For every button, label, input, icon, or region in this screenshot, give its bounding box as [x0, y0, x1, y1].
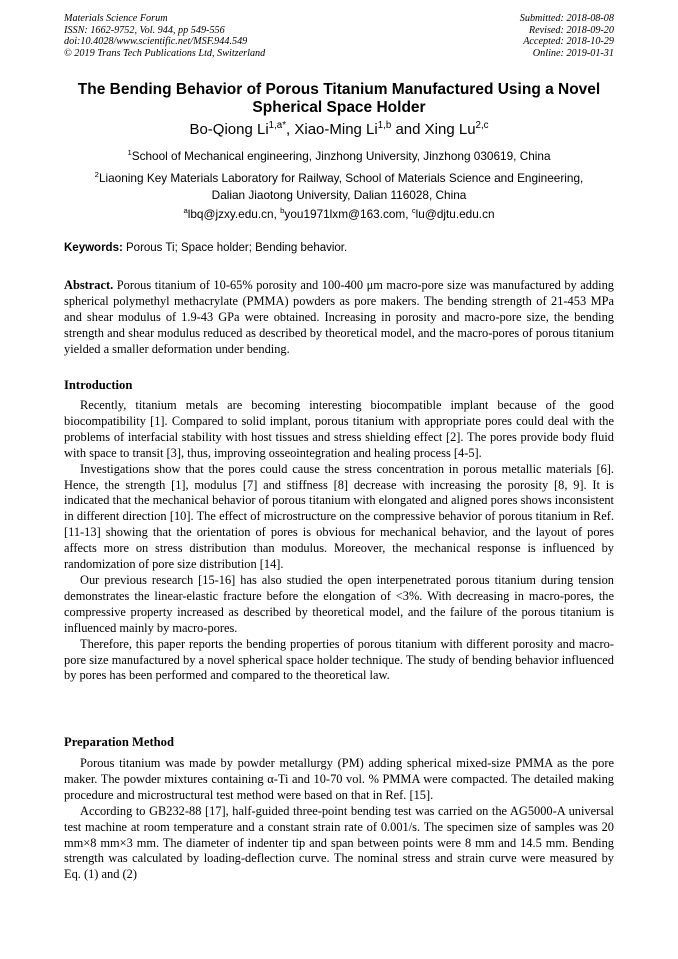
author-name: Bo-Qiong Li [189, 121, 269, 138]
abstract-text: Porous titanium of 10-65% porosity and 100-400 μm macro-pore size was manufactured by adding spherical polymethyl methacrylate (PMMA) powders as pore makers. The bending strength of 21-453 MPa and shear modulus of 1.9-43 GPa were obtained. Increasing in porosity and macro-pore size, the bending strength and shear modulus reduced as described by theoretical model, and the macro-pores of porous titanium yielded a smaller deformation under bending. [64, 278, 614, 356]
journal-name: Materials Science Forum [64, 13, 168, 24]
paper-title: The Bending Behavior of Porous Titanium Manufactured Using a Novel Spherical Space Holder [77, 81, 601, 116]
affiliation-1 [64, 148, 614, 165]
email-separator: , [273, 207, 281, 221]
paragraph: Investigations show that the pores could cause the stress concentration in porous metallic materials [6]. Hence, the strength [1], modulus [7] and stiffness [8] decrease with increasing the porosity [8, 9]. It is indicated that the mechanical behavior of porous titanium with elongated and aligned pores shows inconsistent in different direction [10]. The effect of microstructure on the compressive behavior of porous titanium in Ref. [11-13] showing that the orientation of pores is obvious for mechanical behavior, and the layout of pores affects more on stress distribution than modulus. Moreover, the mechanical response is influenced by randomization of pore size distribution [14]. [64, 461, 614, 572]
email[interactable]: lu@djtu.edu.cn [415, 207, 495, 221]
journal-issn: ISSN: 1662-9752, Vol. 944, pp 549-556 [64, 24, 225, 36]
email[interactable]: lbq@jzxy.edu.cn [187, 207, 274, 221]
keywords-label: Keywords: [64, 242, 123, 254]
journal-copyright: © 2019 Trans Tech Publications Ltd, Switzerland [64, 47, 266, 59]
introduction-body [64, 398, 614, 684]
author-list [64, 121, 614, 139]
author-name: Xing Lu [424, 121, 476, 138]
email-sup: b [280, 206, 285, 216]
author-affil-sup: 1,a* [268, 120, 287, 131]
email-separator: , [405, 207, 412, 221]
abstract [64, 278, 614, 358]
section-heading-introduction: Introduction [64, 378, 133, 392]
affiliation-text: Liaoning Key Materials Laboratory for Railway, School of Materials Science and Engineering, Dalian Jiaotong University, Dalian 116028, China [98, 171, 584, 202]
author-name: Xiao-Ming Li [294, 121, 378, 138]
paragraph: According to GB232-88 [17], half-guided three-point bending test was carried on the AG5000-A universal test machine at room temperature and a constant strain rate of 0.001/s. The specimen size of samples was 20 mm×8 mm×3 mm. The diameter of indenter tip and span between points were 8 mm and 14.5 mm. Bending strength was calculated by loading-deflection curve. The nominal stress and strain curve were measured by Eq. (1) and (2) [64, 803, 614, 882]
affiliation-sup: 1 [127, 148, 132, 158]
author-separator: , [286, 121, 295, 138]
paragraph: Our previous research [15-16] has also studied the open interpenetrated porous titanium during tension demonstrates the linear-elastic fracture before the elongation of <3%. With decreasing in macro-pores, the compressive property increased as described by theoretical model, and the failure of the porous titanium is influenced mainly by macro-pores. [64, 572, 614, 635]
author-separator: and [391, 121, 425, 138]
email-list [64, 206, 614, 223]
paragraph: Recently, titanium metals are becoming interesting biocompatible implant because of the good biocompatibility [1]. Compared to solid implant, porous titanium with appropriate pores could deal with the problems of interfacial stability with host tissues and stress shielding effect [2]. The pores provide body fluid with space to transit [3], thus, improving osseointegration and healing process [4-5]. [64, 398, 614, 460]
affiliation-2 [80, 170, 598, 204]
preparation-body [64, 756, 614, 883]
email-sup: c [411, 206, 416, 216]
paragraph: Porous titanium was made by powder metallurgy (PM) adding spherical mixed-size PMMA as the pore maker. The powder mixtures containing α-Ti and 10-70 vol. % PMMA were compacted. The detailed making procedure and microstructural test method were based on that in Ref. [15]. [64, 756, 614, 802]
publication-dates [520, 13, 614, 59]
keywords-text: Porous Ti; Space holder; Bending behavior. [126, 242, 348, 254]
abstract-label: Abstract. [64, 278, 114, 292]
section-heading-preparation: Preparation Method [64, 735, 174, 749]
journal-info [64, 13, 265, 59]
affiliation-text: School of Mechanical engineering, Jinzhong University, Jinzhong 030619, China [131, 149, 551, 163]
email-sup: a [183, 206, 188, 216]
author-affil-sup: 2,c [475, 120, 489, 131]
date-accepted: Accepted: 2018-10-29 [523, 36, 614, 48]
author-affil-sup: 1,b [377, 120, 392, 131]
date-online: Online: 2019-01-31 [532, 47, 614, 59]
date-revised: Revised: 2018-09-20 [528, 24, 614, 36]
date-submitted: Submitted: 2018-08-08 [519, 13, 614, 24]
paragraph: Therefore, this paper reports the bending properties of porous titanium with different porosity and macro-pore size manufactured by a novel spherical space holder technique. The study of bending behavior influenced by pores has been performed and compared to the theoretical law. [64, 636, 614, 683]
journal-doi: doi:10.4028/www.scientific.net/MSF.944.549 [64, 36, 248, 48]
keywords [64, 241, 614, 256]
email[interactable]: you1971lxm@163.com [284, 207, 406, 221]
affiliation-sup: 2 [94, 170, 99, 180]
